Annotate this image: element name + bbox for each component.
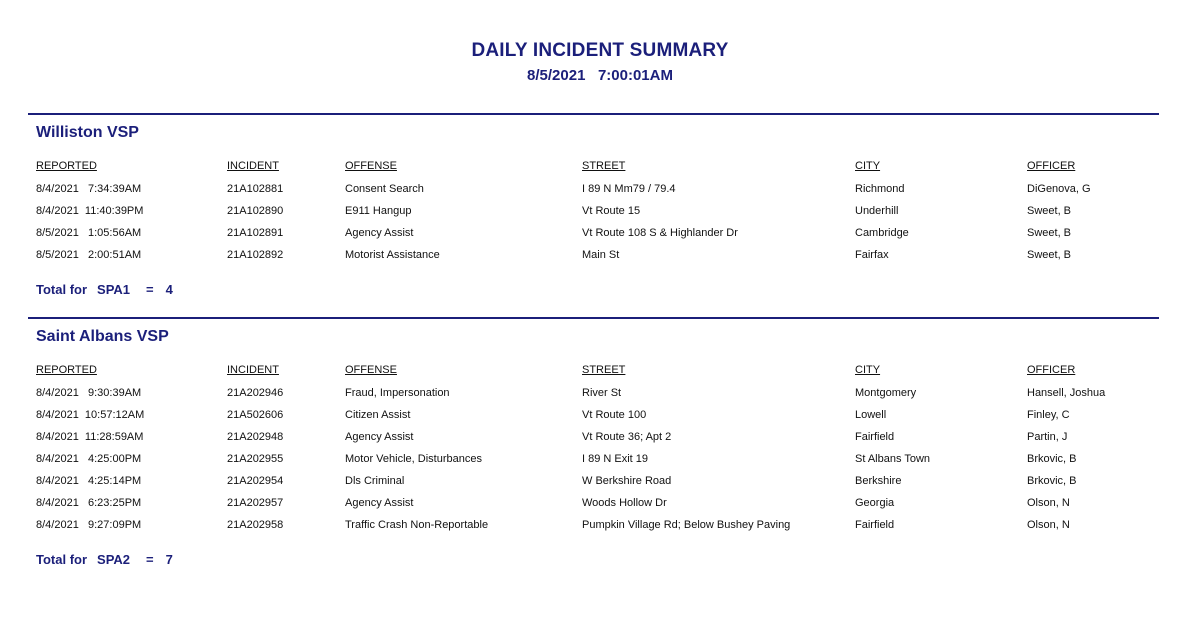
cell-reported: 8/4/2021 9:27:09PM bbox=[36, 519, 142, 531]
cell-street: Pumpkin Village Rd; Below Bushey Paving bbox=[582, 519, 791, 531]
cell-reported: 8/4/2021 10:57:12AM bbox=[36, 409, 145, 421]
cell-street: W Berkshire Road bbox=[582, 475, 672, 487]
cell-reported: 8/4/2021 11:28:59AM bbox=[36, 431, 144, 443]
cell-reported: 8/4/2021 11:40:39PM bbox=[36, 205, 144, 217]
cell-offense: Citizen Assist bbox=[345, 409, 411, 421]
cell-reported: 8/4/2021 4:25:00PM bbox=[36, 453, 142, 465]
cell-incident: 21A202946 bbox=[227, 387, 284, 399]
cell-reported: 8/4/2021 9:30:39AM bbox=[36, 387, 142, 399]
cell-officer: Sweet, B bbox=[1027, 205, 1072, 217]
cell-incident: 21A202958 bbox=[227, 519, 284, 531]
cell-city: Richmond bbox=[855, 183, 905, 195]
cell-offense: Agency Assist bbox=[345, 431, 414, 443]
report-datetime bbox=[0, 67, 1200, 84]
cell-offense: Consent Search bbox=[345, 183, 424, 195]
total-code: SPA2 bbox=[97, 552, 131, 567]
cell-street: I 89 N Exit 19 bbox=[582, 453, 649, 465]
column-header-officer: OFFICER bbox=[1027, 364, 1076, 376]
cell-city: Georgia bbox=[855, 497, 895, 509]
cell-incident: 21A102890 bbox=[227, 205, 284, 217]
cell-city: St Albans Town bbox=[855, 453, 931, 465]
cell-incident: 21A202954 bbox=[227, 475, 284, 487]
cell-officer: Hansell, Joshua bbox=[1027, 387, 1106, 399]
cell-reported: 8/4/2021 4:25:14PM bbox=[36, 475, 142, 487]
section-title: Saint Albans VSP bbox=[36, 328, 169, 345]
column-header-officer: OFFICER bbox=[1027, 160, 1076, 172]
cell-city: Lowell bbox=[855, 409, 887, 421]
section-total bbox=[36, 282, 173, 297]
cell-offense: Dls Criminal bbox=[345, 475, 405, 487]
total-count: 4 bbox=[165, 282, 173, 297]
cell-officer: Olson, N bbox=[1027, 519, 1070, 531]
total-label: Total for bbox=[36, 552, 88, 567]
total-count: 7 bbox=[165, 552, 173, 567]
report-date: 8/5/2021 bbox=[527, 67, 586, 84]
column-header-reported: REPORTED bbox=[36, 364, 97, 376]
cell-offense: Motor Vehicle, Disturbances bbox=[345, 453, 482, 465]
cell-incident: 21A102881 bbox=[227, 183, 284, 195]
cell-incident: 21A502606 bbox=[227, 409, 284, 421]
report-time: 7:00:01AM bbox=[597, 67, 673, 84]
column-header-offense: OFFENSE bbox=[345, 160, 397, 172]
column-header-reported: REPORTED bbox=[36, 160, 97, 172]
cell-street: I 89 N Mm79 / 79.4 bbox=[582, 183, 676, 195]
cell-offense: Traffic Crash Non-Reportable bbox=[345, 519, 489, 531]
cell-offense: E911 Hangup bbox=[345, 205, 412, 217]
cell-incident: 21A102892 bbox=[227, 249, 284, 261]
cell-officer: Sweet, B bbox=[1027, 227, 1072, 239]
section-divider bbox=[28, 317, 1159, 319]
cell-street: Vt Route 108 S & Highlander Dr bbox=[582, 227, 738, 239]
cell-city: Fairfield bbox=[855, 519, 895, 531]
total-equals: = bbox=[146, 552, 154, 567]
cell-city: Montgomery bbox=[855, 387, 917, 399]
cell-reported: 8/4/2021 7:34:39AM bbox=[36, 183, 142, 195]
column-header-offense: OFFENSE bbox=[345, 364, 397, 376]
cell-street: Woods Hollow Dr bbox=[582, 497, 667, 509]
column-header-city: CITY bbox=[855, 364, 881, 376]
cell-street: Vt Route 36; Apt 2 bbox=[582, 431, 672, 443]
cell-offense: Fraud, Impersonation bbox=[345, 387, 450, 399]
cell-incident: 21A202955 bbox=[227, 453, 284, 465]
total-code: SPA1 bbox=[97, 282, 131, 297]
cell-officer: Brkovic, B bbox=[1027, 453, 1077, 465]
cell-city: Fairfax bbox=[855, 249, 889, 261]
cell-city: Underhill bbox=[855, 205, 899, 217]
column-header-street: STREET bbox=[582, 160, 626, 172]
cell-officer: Olson, N bbox=[1027, 497, 1070, 509]
column-header-incident: INCIDENT bbox=[227, 160, 279, 172]
cell-officer: Brkovic, B bbox=[1027, 475, 1077, 487]
column-header-street: STREET bbox=[582, 364, 626, 376]
cell-incident: 21A202948 bbox=[227, 431, 284, 443]
section-divider bbox=[28, 113, 1159, 115]
cell-street: Vt Route 15 bbox=[582, 205, 641, 217]
cell-reported: 8/4/2021 6:23:25PM bbox=[36, 497, 142, 509]
cell-city: Fairfield bbox=[855, 431, 895, 443]
cell-street: River St bbox=[582, 387, 622, 399]
cell-reported: 8/5/2021 1:05:56AM bbox=[36, 227, 142, 239]
cell-officer: Sweet, B bbox=[1027, 249, 1072, 261]
cell-officer: DiGenova, G bbox=[1027, 183, 1091, 195]
cell-street: Main St bbox=[582, 249, 620, 261]
cell-incident: 21A102891 bbox=[227, 227, 284, 239]
cell-officer: Partin, J bbox=[1027, 431, 1068, 443]
section-total bbox=[36, 552, 173, 567]
total-label: Total for bbox=[36, 282, 88, 297]
cell-incident: 21A202957 bbox=[227, 497, 284, 509]
cell-officer: Finley, C bbox=[1027, 409, 1070, 421]
total-equals: = bbox=[146, 282, 154, 297]
cell-city: Cambridge bbox=[855, 227, 909, 239]
cell-offense: Agency Assist bbox=[345, 497, 414, 509]
cell-city: Berkshire bbox=[855, 475, 902, 487]
cell-offense: Agency Assist bbox=[345, 227, 414, 239]
cell-offense: Motorist Assistance bbox=[345, 249, 440, 261]
cell-street: Vt Route 100 bbox=[582, 409, 647, 421]
column-header-city: CITY bbox=[855, 160, 881, 172]
cell-reported: 8/5/2021 2:00:51AM bbox=[36, 249, 142, 261]
section-title: Williston VSP bbox=[36, 124, 139, 141]
report-title: DAILY INCIDENT SUMMARY bbox=[471, 40, 729, 61]
column-header-incident: INCIDENT bbox=[227, 364, 279, 376]
